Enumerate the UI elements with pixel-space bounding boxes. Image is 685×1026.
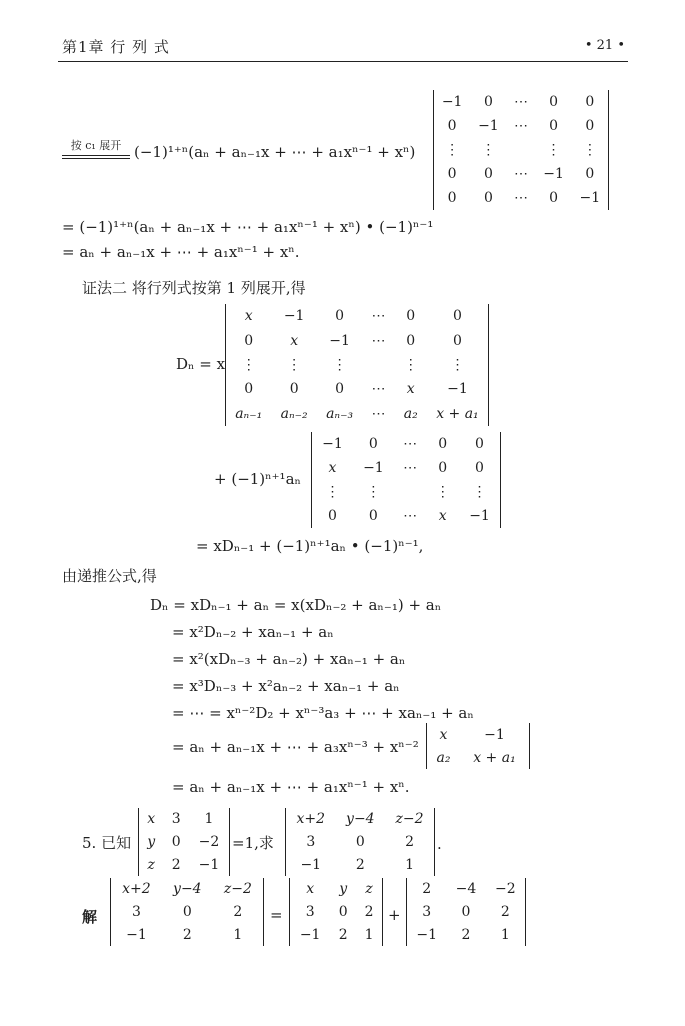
determinant-row [290,878,382,901]
problem5-given-determinant [138,808,230,876]
determinant-cell: −1 [300,856,322,873]
recurrence-line-7: = aₙ + aₙ₋₁x + ⋯ + a₁xⁿ⁻¹ + xⁿ. [172,778,410,796]
determinant-row [290,923,382,946]
determinant-cell: 0 [452,332,462,349]
determinant-cell: 0 [438,460,448,476]
proof2-coefficient: + (−1)ⁿ⁺¹aₙ [214,470,302,488]
determinant-cell: x + a₁ [473,749,516,766]
determinant-cell: 2 [405,833,414,850]
determinant-row [407,878,525,901]
determinant-cell: 0 [171,833,181,850]
determinant-row [407,923,525,946]
determinant-cell: x [406,381,415,398]
determinant-cell: −1 [478,118,499,134]
determinant-cell: ⋮ [445,142,460,158]
determinant-cell: ⋮ [546,142,561,158]
determinant-cell: −1 [322,436,343,452]
determinant-row [434,162,608,186]
determinant-cell: ⋯ [513,166,528,182]
determinant-cell: 0 [368,436,378,452]
determinant-cell: −1 [416,926,437,943]
determinant-cell: 2 [338,926,348,943]
solution-determinant-2 [289,878,383,946]
determinant-cell: 2 [355,856,365,873]
determinant-cell [362,353,394,377]
determinant-cell: x+2 [122,881,151,898]
determinant-row [434,138,608,162]
determinant-grid [139,808,229,876]
determinant-cell: 2 [461,926,471,943]
proof2-result: = xDₙ₋₁ + (−1)ⁿ⁺¹aₙ • (−1)ⁿ⁻¹, [196,537,424,555]
determinant-cell: aₙ₋₂ [280,405,308,422]
determinant-cell: ⋮ [241,356,256,373]
determinant-cell: 0 [355,833,365,850]
recurrence-line-5: = ⋯ = xⁿ⁻²D₂ + xⁿ⁻³a₃ + ⋯ + xaₙ₋₁ + aₙ [172,704,474,722]
determinant-cell: 0 [328,508,337,524]
determinant-cell: 1 [364,926,374,943]
determinant-cell: 2 [233,903,243,920]
expand-by-column-label [62,137,130,159]
recurrence-line-1: Dₙ = xDₙ₋₁ + aₙ = x(xDₙ₋₂ + aₙ₋₁) + aₙ [150,596,442,614]
determinant-row [139,831,229,854]
solution-label: 解 [82,908,98,926]
determinant-cell: −1 [363,460,384,476]
problem5-label: 5. 已知 [82,834,132,852]
determinant-cell: 0 [452,308,462,325]
problem5-middle: =1,求 [232,834,274,852]
problem5-target-determinant [285,808,435,876]
determinant-cell: 2 [182,926,192,943]
determinant-row [226,328,488,352]
determinant-cell: x [306,881,315,898]
determinant-row [286,831,434,854]
determinant-row [139,853,229,876]
determinant-cell: y [147,833,156,850]
determinant-cell: ⋯ [403,436,418,452]
determinant-cell: 0 [289,381,299,398]
determinant-cell: 2 [422,881,432,898]
solution-determinant-1 [110,878,264,946]
recurrence-line-6: = aₙ + aₙ₋₁x + ⋯ + a₃xⁿ⁻³ + xⁿ⁻² [172,738,419,756]
chapter-title: 第1章 行 列 式 [62,38,170,56]
determinant-cell: −1 [579,190,601,206]
determinant-cell: 3 [306,833,316,850]
determinant-cell: 0 [406,308,416,325]
determinant-cell: x [147,811,156,828]
determinant-row [226,402,488,426]
determinant-grid [286,808,434,876]
determinant-grid [427,723,529,769]
determinant-cell: ⋯ [371,308,386,325]
determinant-cell: ⋮ [481,142,496,158]
block1-expression: (−1)¹⁺ⁿ(aₙ + aₙ₋₁x + ⋯ + a₁xⁿ⁻¹ + xⁿ) [134,143,416,161]
determinant-grid [434,90,608,210]
double-equal-bar [62,155,130,159]
proof2-determinant-2 [311,432,501,528]
determinant-row [111,878,263,901]
determinant-cell: ⋮ [582,142,597,158]
determinant-cell: ⋮ [450,356,465,373]
determinant-row [434,186,608,210]
determinant-row [139,808,229,831]
determinant-cell: −1 [299,926,321,943]
determinant-cell: −2 [495,881,516,898]
determinant-cell: z [365,881,373,898]
determinant-cell: 2 [171,856,181,873]
determinant-cell: 3 [131,903,141,920]
determinant-cell: 0 [483,94,493,110]
determinant-cell: x [439,726,448,743]
determinant-cell: 0 [475,460,484,476]
determinant-cell: ⋯ [403,508,418,524]
determinant-cell: 0 [585,118,595,134]
determinant-cell: 0 [549,118,559,134]
determinant-cell: x+2 [296,811,326,828]
determinant-cell: ⋯ [403,460,418,476]
determinant-row [312,456,500,480]
determinant-cell: 0 [483,190,493,206]
determinant-grid [226,304,488,426]
determinant-cell: −1 [126,926,147,943]
recurrence-line-3: = x²(xDₙ₋₃ + aₙ₋₂) + xaₙ₋₁ + aₙ [172,650,406,668]
determinant-grid [111,878,263,946]
determinant-cell: 0 [338,903,348,920]
determinant-grid [312,432,500,528]
determinant-cell: z−2 [223,881,252,898]
determinant-cell: 2 [364,903,374,920]
determinant-cell: −1 [469,508,490,524]
determinant-cell: x [290,332,299,349]
determinant-cell: 0 [447,118,457,134]
determinant-row [427,746,529,769]
determinant-cell: 1 [405,856,414,873]
determinant-cell: −1 [329,332,350,349]
determinant-row [286,808,434,831]
solution-plus: + [388,906,401,924]
determinant-cell: −1 [484,726,505,743]
determinant-row [434,90,608,114]
determinant-cell: ⋮ [332,356,347,373]
determinant-cell: ⋮ [366,484,381,500]
determinant-cell: 3 [305,903,315,920]
recurrence-intro: 由递推公式,得 [62,567,157,585]
determinant-cell: ⋯ [513,190,528,206]
determinant-cell: 3 [422,903,432,920]
determinant-cell: x + a₁ [436,405,479,422]
determinant-cell: 0 [483,166,493,182]
block1-line2: = (−1)¹⁺ⁿ(aₙ + aₙ₋₁x + ⋯ + a₁xⁿ⁻¹ + xⁿ) • (−1)ⁿ⁻¹ [62,218,434,236]
determinant-cell: 0 [368,508,378,524]
recurrence-line-2: = x²Dₙ₋₂ + xaₙ₋₁ + aₙ [172,623,334,641]
determinant-cell: ⋯ [371,405,386,422]
determinant-cell: aₙ₋₃ [326,405,354,422]
determinant-cell: 0 [475,436,484,452]
determinant-cell [507,138,536,162]
determinant-cell: 0 [461,903,471,920]
determinant-cell: z [147,856,155,873]
determinant-cell: 1 [204,811,214,828]
determinant-cell: ⋮ [403,356,418,373]
determinant-cell: 0 [335,381,345,398]
block1-line3: = aₙ + aₙ₋₁x + ⋯ + a₁xⁿ⁻¹ + xⁿ. [62,243,300,261]
determinant-cell: ⋮ [325,484,340,500]
determinant-cell: −1 [283,308,305,325]
determinant-cell: 0 [585,166,595,182]
determinant-cell: 0 [406,332,416,349]
determinant-row [286,853,434,876]
determinant-cell: 0 [335,308,345,325]
determinant-cell: −1 [198,856,220,873]
determinant-row [407,901,525,924]
determinant-cell: 0 [244,332,254,349]
determinant-cell: y−4 [173,881,202,898]
determinant-cell: 0 [549,190,559,206]
block1-determinant [433,90,609,210]
determinant-cell: ⋮ [472,484,487,500]
solution-equals: = [270,906,283,924]
determinant-cell: x [328,460,337,476]
proof2-determinant-1 [225,304,489,426]
determinant-cell: 1 [233,926,243,943]
determinant-cell: ⋯ [513,94,528,110]
determinant-row [226,304,488,328]
determinant-cell: 0 [244,381,254,398]
determinant-cell: 0 [585,94,595,110]
determinant-cell: y [339,881,348,898]
determinant-cell: 0 [438,436,448,452]
determinant-cell: −1 [441,94,463,110]
determinant-row [312,504,500,528]
recurrence-2x2-determinant [426,723,530,769]
determinant-cell: 3 [171,811,181,828]
determinant-grid [290,878,382,946]
determinant-row [226,377,488,401]
determinant-cell: −1 [447,381,468,398]
determinant-grid [407,878,525,946]
determinant-cell: y−4 [346,811,375,828]
determinant-cell: 0 [182,903,192,920]
determinant-cell: ⋮ [435,484,450,500]
determinant-row [434,114,608,138]
header-rule [58,61,628,62]
determinant-cell: ⋯ [371,332,386,349]
determinant-cell: x [244,308,253,325]
determinant-cell: a₂ [436,749,451,766]
determinant-cell: 0 [549,94,559,110]
determinant-cell: −1 [543,166,564,182]
proof2-lhs: Dₙ = x [176,355,226,373]
expand-label-text: 按 c₁ 展开 [70,139,122,152]
problem5-end: . [437,835,442,853]
determinant-cell: 0 [447,166,457,182]
solution-determinant-3 [406,878,526,946]
determinant-cell: 0 [447,190,457,206]
determinant-cell: aₙ₋₁ [235,405,263,422]
determinant-row [290,901,382,924]
determinant-row [312,432,500,456]
determinant-cell: ⋯ [371,381,386,398]
determinant-cell [394,480,427,504]
determinant-row [111,901,263,924]
determinant-cell: x [438,508,447,524]
determinant-cell: −2 [198,833,220,850]
determinant-row [312,480,500,504]
determinant-cell: z−2 [395,811,424,828]
determinant-cell: 1 [500,926,510,943]
determinant-cell: ⋯ [513,118,528,134]
page-number: • 21 • [584,38,625,53]
determinant-cell: ⋮ [287,356,302,373]
determinant-cell: −4 [455,881,477,898]
recurrence-line-4: = x³Dₙ₋₃ + x²aₙ₋₂ + xaₙ₋₁ + aₙ [172,677,400,695]
determinant-row [427,723,529,746]
determinant-row [111,923,263,946]
determinant-row [226,353,488,377]
determinant-cell: a₂ [403,405,418,422]
proof2-heading: 证法二 将行列式按第 1 列展开,得 [82,279,306,297]
determinant-cell: 2 [500,903,510,920]
